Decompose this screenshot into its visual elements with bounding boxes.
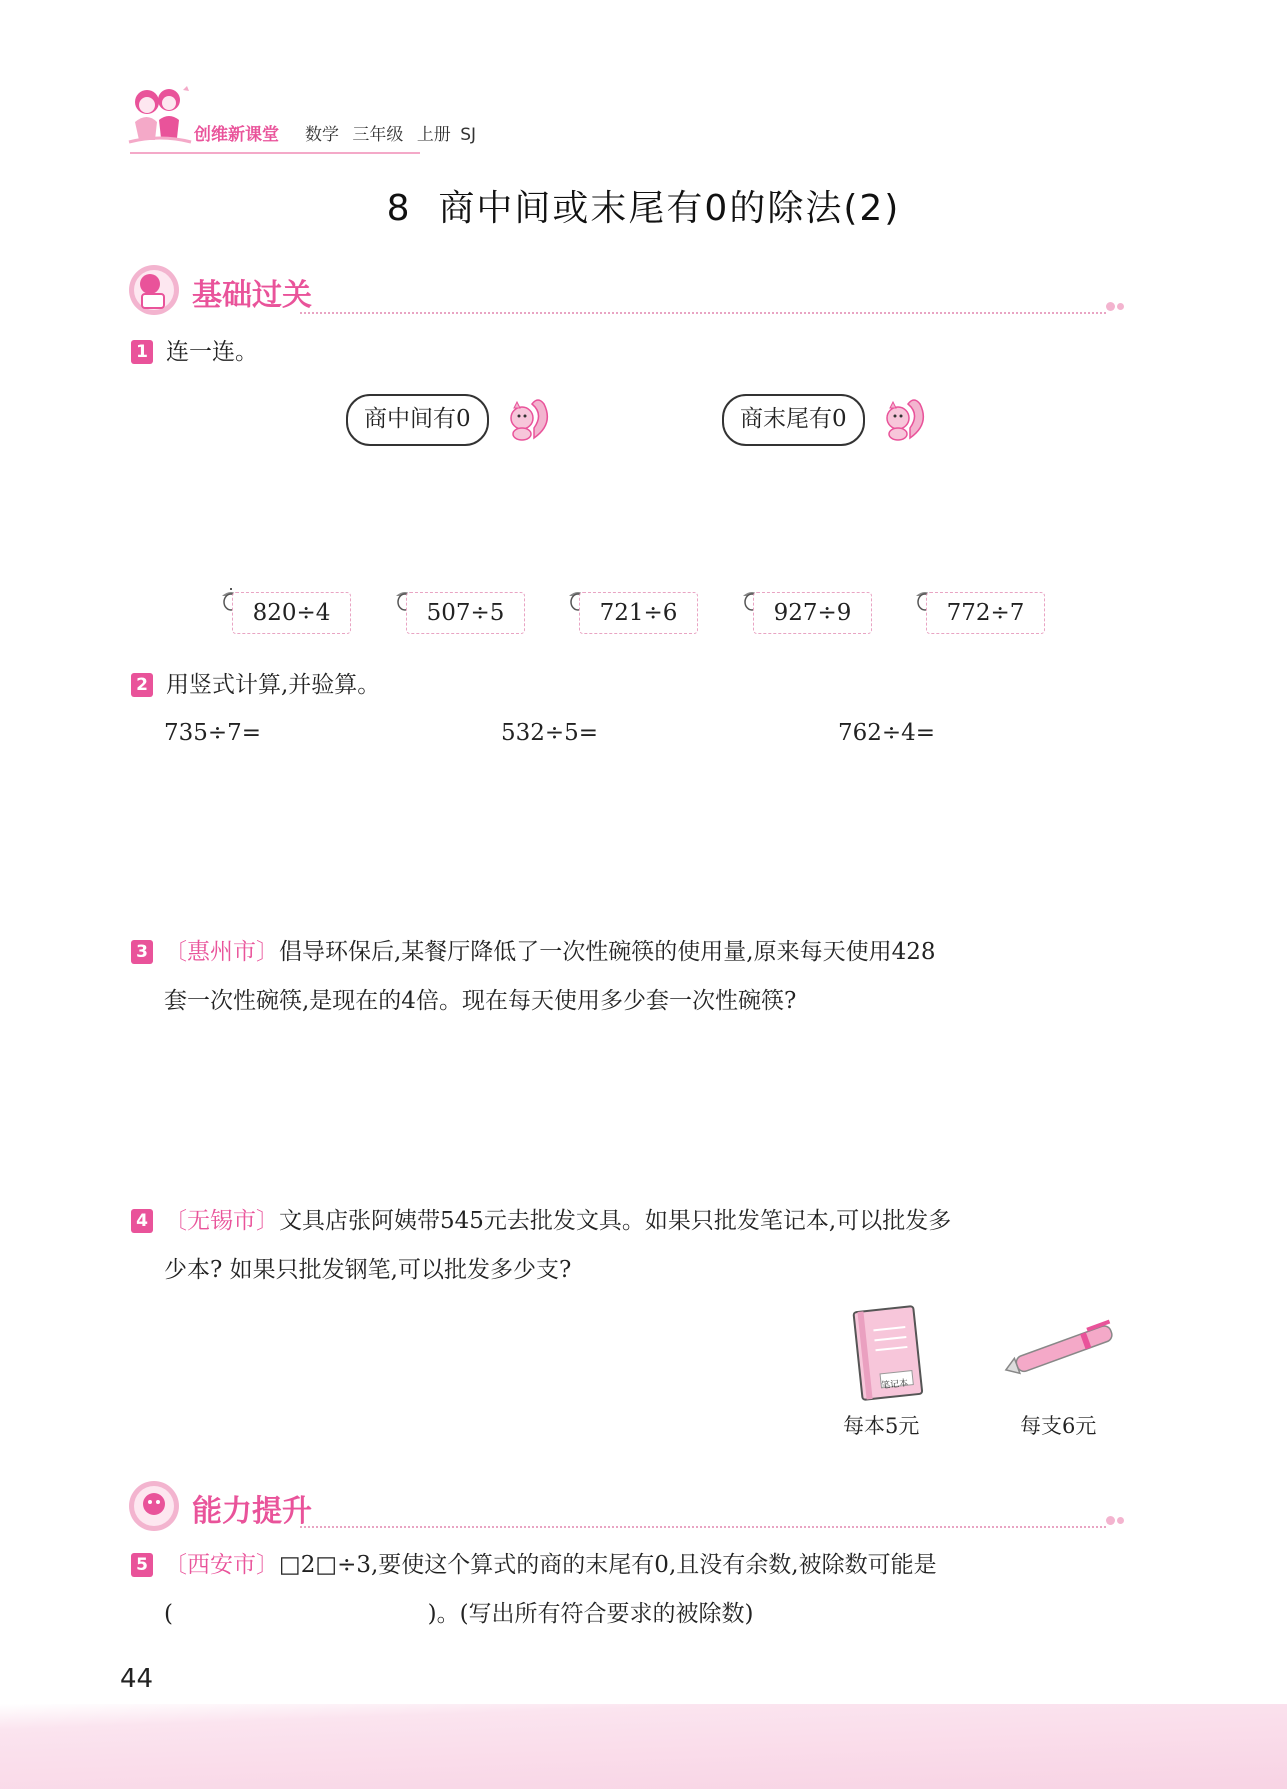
advanced-section-icon — [128, 1480, 180, 1532]
advanced-section-dots — [1106, 1514, 1126, 1526]
division-card: 927÷9 — [753, 592, 872, 634]
question-number-4: 4 — [131, 1209, 153, 1233]
basic-section-title: 基础过关 — [192, 278, 312, 313]
squirrel-icon — [880, 394, 930, 444]
question-3-line-2: 套一次性碗筷,是现在的4倍。现在每天使用多少套一次性碗筷? — [164, 988, 797, 1014]
bubble-quotient-end-zero: 商末尾有0 — [722, 394, 865, 446]
advanced-section-title: 能力提升 — [192, 1494, 312, 1529]
edition: SJ — [460, 125, 477, 145]
question-4-text — [164, 1197, 1132, 1295]
division-expression-2: 532÷5= — [501, 720, 599, 746]
question-number-3: 3 — [131, 940, 153, 964]
city-tag: 〔西安市〕 — [164, 1552, 279, 1578]
question-4-line-2: 少本? 如果只批发钢笔,可以批发多少支? — [164, 1257, 572, 1283]
question-3-text — [164, 928, 1132, 1026]
page-title: 8 商中间或末尾有0的除法(2) — [386, 188, 901, 229]
city-tag: 〔惠州市〕 — [164, 939, 279, 965]
notebook-price: 每本5元 — [843, 1414, 920, 1438]
notebook-image — [848, 1303, 928, 1405]
question-2-text: 用竖式计算,并验算。 — [166, 672, 381, 698]
question-number-2: 2 — [131, 673, 153, 697]
pen-image — [1000, 1318, 1132, 1378]
book-meta — [305, 120, 476, 145]
header-logo — [125, 82, 195, 148]
question-4-line-1: 〔无锡市〕文具店张阿姨带545元去批发文具。如果只批发笔记本,可以批发多 — [164, 1208, 952, 1234]
basic-section-icon — [128, 264, 180, 316]
brand-name: 创维新课堂 — [194, 125, 279, 145]
basic-section-line — [300, 312, 1106, 314]
division-expression-1: 735÷7= — [164, 720, 262, 746]
question-5-line-1: 〔西安市〕□2□÷3,要使这个算式的商的末尾有0,且没有余数,被除数可能是 — [164, 1552, 937, 1578]
basic-section-dots — [1106, 300, 1126, 312]
question-5-text — [164, 1541, 1132, 1639]
question-1-text: 连一连。 — [166, 339, 258, 365]
grade: 三年级 — [352, 125, 404, 145]
notebook-label: 笔记本 — [880, 1378, 909, 1392]
volume: 上册 — [416, 125, 451, 145]
division-card: 772÷7 — [926, 592, 1045, 634]
question-number-1: 1 — [131, 340, 153, 364]
division-card: 507÷5 — [406, 592, 525, 634]
page-number: 44 — [120, 1664, 154, 1694]
subject: 数学 — [305, 125, 339, 145]
header-rule — [130, 152, 420, 154]
division-card: 820÷4 — [232, 592, 351, 634]
advanced-section-line — [300, 1526, 1106, 1528]
squirrel-icon — [504, 394, 554, 444]
division-card: 721÷6 — [579, 592, 698, 634]
question-number-5: 5 — [131, 1553, 153, 1577]
city-tag: 〔无锡市〕 — [164, 1208, 279, 1234]
pen-price: 每支6元 — [1020, 1414, 1097, 1438]
question-5-line-2: ( )。(写出所有符合要求的被除数) — [164, 1601, 754, 1627]
footer-band — [0, 1704, 1287, 1789]
bubble-quotient-middle-zero: 商中间有0 — [346, 394, 489, 446]
question-3-line-1: 〔惠州市〕倡导环保后,某餐厅降低了一次性碗筷的使用量,原来每天使用428 — [164, 939, 936, 965]
division-expression-3: 762÷4= — [838, 720, 936, 746]
